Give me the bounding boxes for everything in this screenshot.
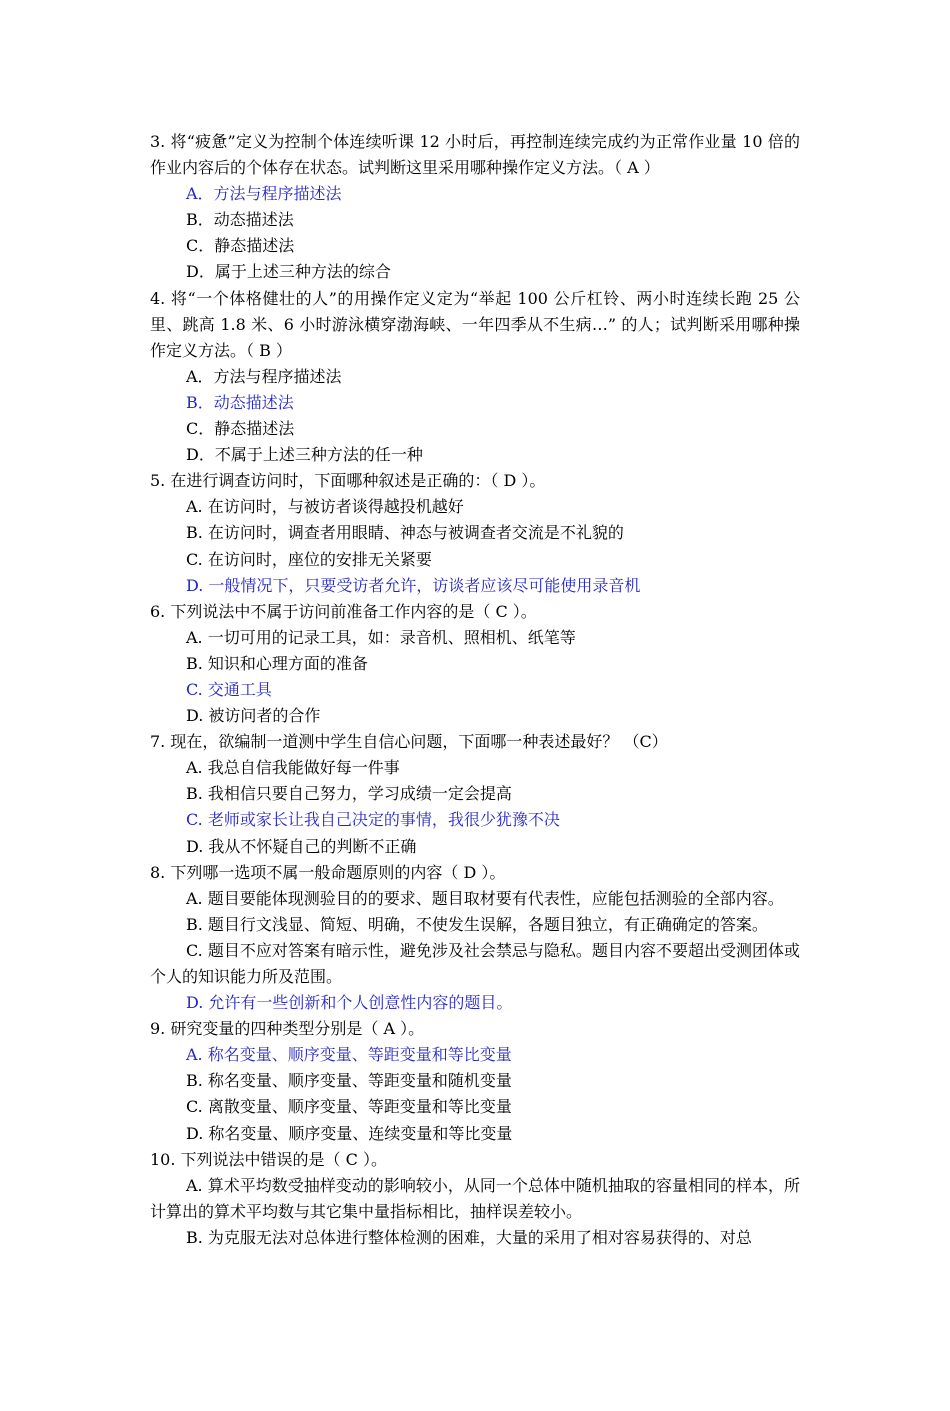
- answer-option: D．属于上述三种方法的综合: [186, 262, 391, 282]
- answer-option: C. 在访问时，座位的安排无关紧要: [186, 549, 432, 569]
- answer-option: B. 题目行文浅显、简短、明确，不使发生误解，各题目独立，有正确确定的答案。: [186, 914, 768, 934]
- question-stem: 8. 下列哪一选项不属一般命题原则的内容（ D ）。: [150, 862, 506, 882]
- answer-option: B. 知识和心理方面的准备: [186, 653, 368, 673]
- answer-option: A．方法与程序描述法: [186, 366, 342, 386]
- question-block: [150, 1016, 800, 1146]
- question-stem: 6. 下列说法中不属于访问前准备工作内容的是（ C ）。: [150, 601, 537, 621]
- question-stem: 3. 将“疲惫”定义为控制个体连续听课 12 小时后，再控制连续完成约为正常作业量 10 倍的作业内容后的个体存在状态。试判断这里采用哪种操作定义方法。（ A ）: [150, 132, 800, 178]
- question-stem: 9. 研究变量的四种类型分别是（ A ）。: [150, 1019, 425, 1039]
- question-stem: 10. 下列说法中错误的是（ C ）。: [150, 1149, 387, 1169]
- correct-answer-option: C. 交通工具: [186, 679, 272, 699]
- question-block: [150, 599, 800, 729]
- answer-option: C. 题目不应对答案有暗示性，避免涉及社会禁忌与隐私。题目内容不要超出受测团体或个人的知识能力所及范围。: [150, 940, 800, 986]
- question-block: [150, 1147, 800, 1251]
- answer-option: C．静态描述法: [186, 236, 295, 256]
- question-block: [150, 286, 800, 469]
- question-block: [150, 468, 800, 598]
- answer-option: A. 我总自信我能做好每一件事: [186, 758, 400, 778]
- correct-answer-option: A．方法与程序描述法: [186, 184, 342, 204]
- answer-option: D．不属于上述三种方法的任一种: [186, 445, 423, 465]
- answer-option: D. 称名变量、顺序变量、连续变量和等比变量: [186, 1123, 513, 1143]
- question-block: [150, 860, 800, 1017]
- question-block: [150, 129, 800, 286]
- answer-option: D. 被访问者的合作: [186, 706, 321, 726]
- answer-option: B. 为克服无法对总体进行整体检测的困难，大量的采用了相对容易获得的、对总: [186, 1227, 752, 1247]
- answer-option: C．静态描述法: [186, 419, 295, 439]
- answer-option: B. 我相信只要自己努力，学习成绩一定会提高: [186, 784, 512, 804]
- correct-answer-option: A. 称名变量、顺序变量、等距变量和等比变量: [186, 1045, 512, 1065]
- question-stem: 5. 在进行调查访问时，下面哪种叙述是正确的：（ D ）。: [150, 471, 546, 491]
- answer-option: A. 一切可用的记录工具，如：录音机、照相机、纸笔等: [186, 627, 576, 647]
- answer-option: A. 在访问时，与被访者谈得越投机越好: [186, 497, 464, 517]
- answer-option: B. 在访问时，调查者用眼睛、神态与被调查者交流是不礼貌的: [186, 523, 624, 543]
- answer-option: D. 我从不怀疑自己的判断不正确: [186, 836, 417, 856]
- correct-answer-option: C. 老师或家长让我自己决定的事情，我很少犹豫不决: [186, 810, 560, 830]
- answer-option: B．动态描述法: [186, 210, 294, 230]
- correct-answer-option: B．动态描述法: [186, 392, 294, 412]
- document-page: [150, 129, 800, 1251]
- answer-option: A. 题目要能体现测验目的的要求、题目取材要有代表性，应能包括测验的全部内容。: [186, 888, 784, 908]
- correct-answer-option: D. 一般情况下，只要受访者允许，访谈者应该尽可能使用录音机: [186, 575, 641, 595]
- question-stem: 7. 现在，欲编制一道测中学生自信心问题，下面哪一种表述最好？ （C）: [150, 732, 668, 752]
- answer-option: A. 算术平均数受抽样变动的影响较小，从同一个总体中随机抽取的容量相同的样本，所计算出的算术平均数与其它集中量指标相比，抽样误差较小。: [150, 1175, 800, 1221]
- answer-option: B. 称名变量、顺序变量、等距变量和随机变量: [186, 1071, 512, 1091]
- correct-answer-option: D. 允许有一些创新和个人创意性内容的题目。: [186, 993, 513, 1013]
- question-stem: 4. 将“一个体格健壮的人”的用操作定义定为“举起 100 公斤杠铃、两小时连续长跑 25 公里、跳高 1.8 米、6 小时游泳横穿渤海峡、一年四季从不生病…” 的人；试判断采用哪种操作定义方法。（ B ）: [150, 288, 800, 360]
- answer-option: C. 离散变量、顺序变量、等距变量和等比变量: [186, 1097, 512, 1117]
- question-block: [150, 729, 800, 859]
